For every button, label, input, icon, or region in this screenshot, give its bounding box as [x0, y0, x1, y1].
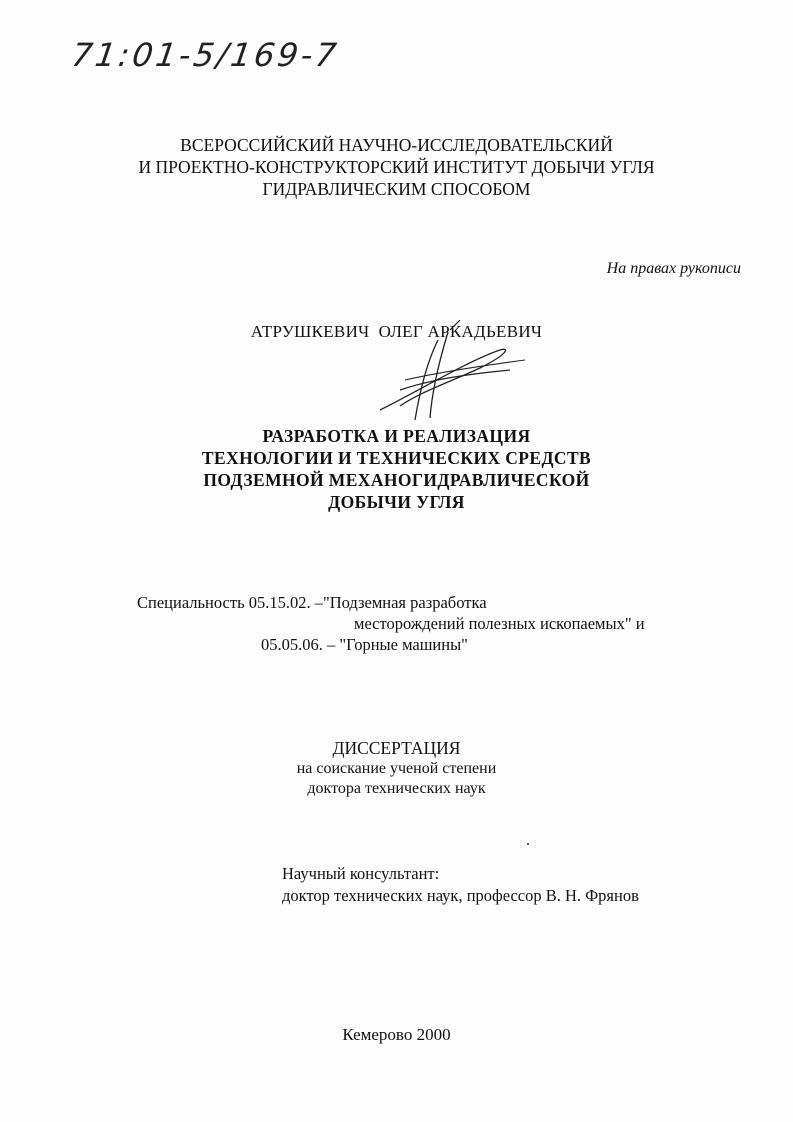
title-line: ПОДЗЕМНОЙ МЕХАНОГИДРАВЛИЧЕСКОЙ	[203, 470, 590, 490]
signature-icon	[360, 320, 540, 430]
title-line: ДОБЫЧИ УГЛЯ	[328, 492, 465, 512]
archive-number: 71:01-5/169-7	[69, 36, 342, 74]
title-line: ТЕХНОЛОГИИ И ТЕХНИЧЕСКИХ СРЕДСТВ	[201, 448, 592, 468]
specialty-block	[137, 592, 645, 655]
dissertation-heading: ДИССЕРТАЦИЯ	[332, 738, 461, 758]
consultant-name: доктор технических наук, профессор В. Н. Фрянов	[282, 886, 639, 905]
title-line: РАЗРАБОТКА И РЕАЛИЗАЦИЯ	[262, 426, 531, 446]
specialty-line: 05.05.06. – "Горные машины"	[261, 635, 468, 654]
specialty-line: месторождений полезных ископаемых" и	[354, 614, 645, 633]
institution-line: И ПРОЕКТНО-КОНСТРУКТОРСКИЙ ИНСТИТУТ ДОБЫЧИ УГЛЯ	[138, 157, 655, 177]
scan-speck	[527, 843, 529, 845]
dissertation-title	[0, 425, 793, 513]
dissertation-block	[0, 737, 793, 799]
author-name: АТРУШКЕВИЧ ОЛЕГ АРКАДЬЕВИЧ	[250, 322, 543, 341]
institution-line: ГИДРАВЛИЧЕСКИМ СПОСОБОМ	[262, 179, 531, 199]
consultant-label: Научный консультант:	[282, 864, 440, 883]
manuscript-rights: На правах рукописи	[606, 260, 741, 277]
specialty-line: Специальность 05.15.02. –"Подземная разработка	[137, 593, 487, 612]
dissertation-line: на соискание ученой степени	[296, 760, 497, 777]
institution-line: ВСЕРОССИЙСКИЙ НАУЧНО-ИССЛЕДОВАТЕЛЬСКИЙ	[180, 135, 613, 155]
place-year: Кемерово 2000	[342, 1025, 451, 1044]
consultant-block	[282, 863, 639, 907]
dissertation-line: доктора технических наук	[307, 780, 486, 797]
institution-name	[0, 134, 793, 200]
